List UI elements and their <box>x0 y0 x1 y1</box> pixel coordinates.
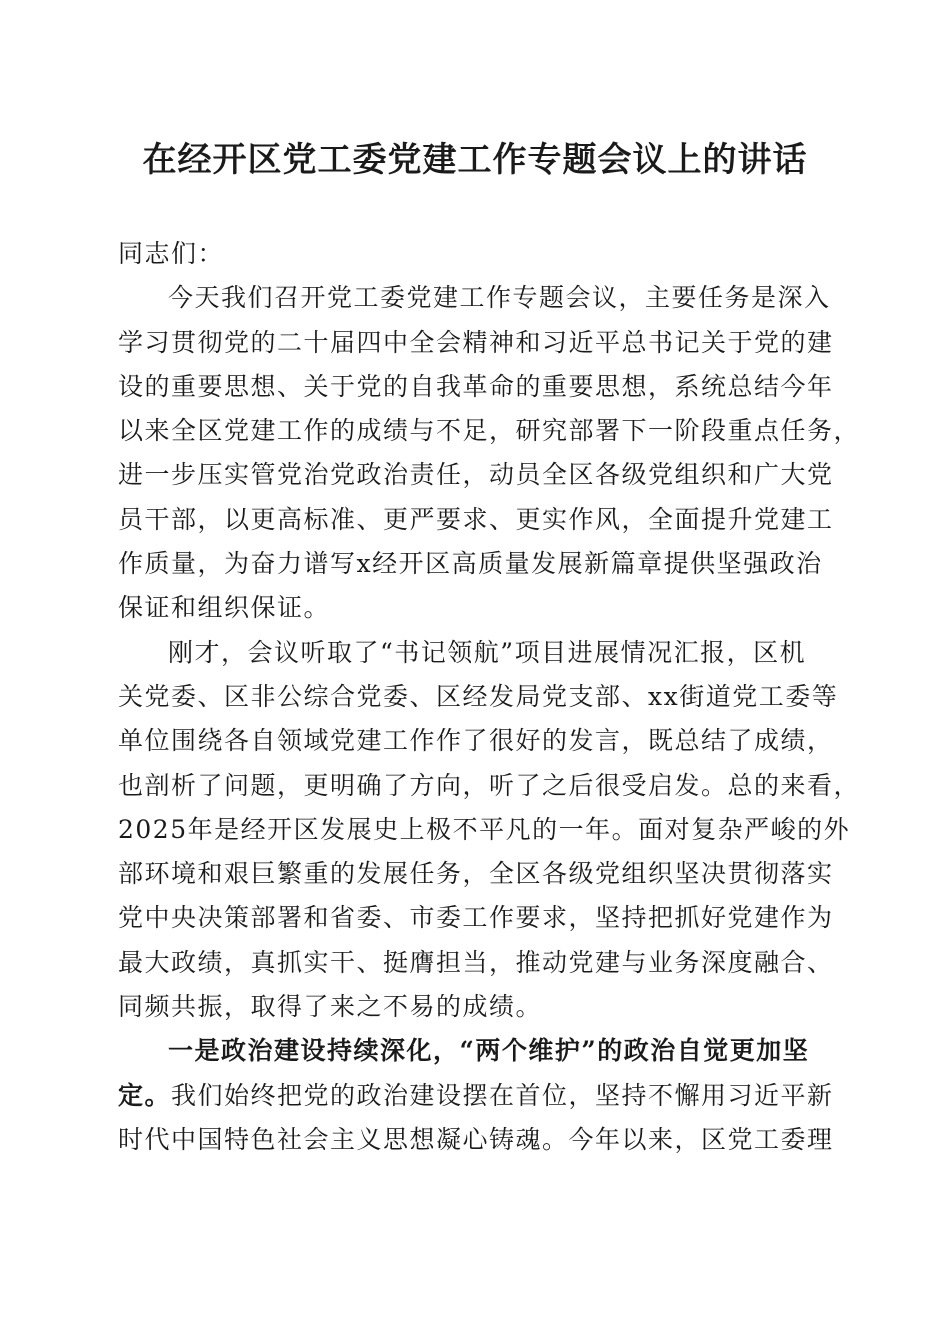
paragraph-line: 员干部，以更高标准、更严要求、更实作风，全面提升党建工 <box>118 504 834 534</box>
section-line: 定。我们始终把党的政治建设摆在首位，坚持不懈用习近平新 <box>118 1080 834 1110</box>
paragraph-line: 保证和组织保证。 <box>118 593 331 623</box>
paragraph-line: 党中央决策部署和省委、市委工作要求，坚持把抓好党建作为 <box>118 903 834 933</box>
paragraph-line: 2025年是经开区发展史上极不平凡的一年。面对复杂严峻的外 <box>118 814 851 844</box>
paragraph-line: 设的重要思想、关于党的自我革命的重要思想，系统总结今年 <box>118 371 834 401</box>
paragraph-line: 学习贯彻党的二十届四中全会精神和习近平总书记关于党的建 <box>118 327 834 357</box>
paragraph-line: 以来全区党建工作的成绩与不足，研究部署下一阶段重点任务， <box>118 416 861 446</box>
paragraph-line: 部环境和艰巨繁重的发展任务，全区各级党组织坚决贯彻落实 <box>118 859 834 889</box>
section-heading-continuation: 定。 <box>118 1080 172 1110</box>
salutation: 同志们： <box>118 239 225 268</box>
paragraph-line: 进一步压实管党治党政治责任，动员全区各级党组织和广大党 <box>118 460 834 490</box>
paragraph-line: 今天我们召开党工委党建工作专题会议，主要任务是深入 <box>168 283 831 313</box>
paragraph-line: 关党委、区非公综合党委、区经发局党支部、xx街道党工委等 <box>118 681 839 711</box>
document-title: 在经开区党工委党建工作专题会议上的讲话 <box>142 140 808 180</box>
paragraph-line: 刚才，会议听取了“书记领航”项目进展情况汇报，区机 <box>168 637 807 667</box>
paragraph-line: 同频共振，取得了来之不易的成绩。 <box>118 992 543 1022</box>
document-body <box>118 232 861 1162</box>
paragraph-line: 最大政绩，真抓实干、挺膺担当，推动党建与业务深度融合、 <box>118 947 834 977</box>
paragraph-line: 单位围绕各自领域党建工作作了很好的发言，既总结了成绩， <box>118 726 834 756</box>
section-line: 时代中国特色社会主义思想凝心铸魂。今年以来，区党工委理 <box>118 1124 834 1154</box>
paragraph-line: 也剖析了问题，更明确了方向，听了之后很受启发。总的来看， <box>118 770 861 800</box>
paragraph-line: 作质量，为奋力谱写x经开区高质量发展新篇章提供坚强政治 <box>118 549 823 579</box>
section-heading: 一是政治建设持续深化，“两个维护”的政治自觉更加坚 <box>168 1036 810 1066</box>
